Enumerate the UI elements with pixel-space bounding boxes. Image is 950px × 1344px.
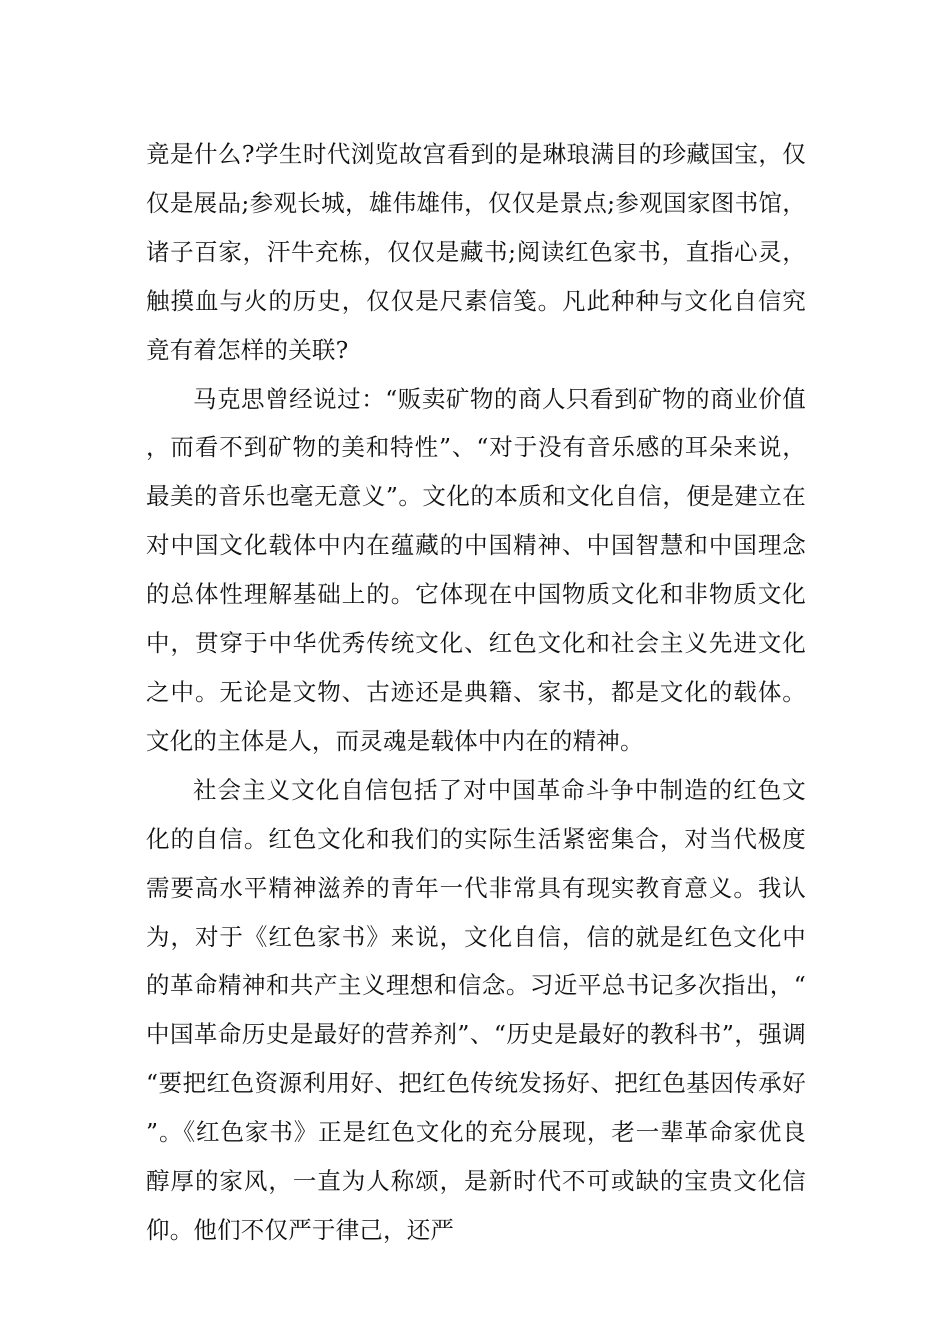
document-body: [146, 130, 806, 1255]
paragraph-2: 马克思曾经说过：“贩卖矿物的商人只看到矿物的商业价值，而看不到矿物的美和特性”、“对于没有音乐感的耳朵来说，最美的音乐也毫无意义”。文化的本质和文化自信，便是建立在对中国文化载体中内在蕴藏的中国精神、中国智慧和中国理念的总体性理解基础上的。它体现在中国物质文化和非物质文化中，贯穿于中华优秀传统文化、红色文化和社会主义先进文化之中。无论是文物、古迹还是典籍、家书，都是文化的载体。文化的主体是人，而灵魂是载体中内在的精神。: [146, 384, 806, 755]
paragraph-1: 竟是什么?学生时代浏览故宫看到的是琳琅满目的珍藏国宝，仅仅是展品;参观长城，雄伟雄伟，仅仅是景点;参观国家图书馆，诸子百家，汗牛充栋，仅仅是藏书;阅读红色家书，直指心灵，触摸血与火的历史，仅仅是尺素信笺。凡此种种与文化自信究竟有着怎样的关联?: [146, 140, 806, 364]
paragraph-3: 社会主义文化自信包括了对中国革命斗争中制造的红色文化的自信。红色文化和我们的实际生活紧密集合，对当代极度需要高水平精神滋养的青年一代非常具有现实教育意义。我认为，对于《红色家书》来说，文化自信，信的就是红色文化中的革命精神和共产主义理想和信念。习近平总书记多次指出，“中国革命历史是最好的营养剂”、“历史是最好的教科书”，强调“要把红色资源利用好、把红色传统发扬好、把红色基因传承好”。《红色家书》正是红色文化的充分展现，老一辈革命家优良醇厚的家风，一直为人称颂，是新时代不可或缺的宝贵文化信仰。他们不仅严于律己，还严: [146, 775, 806, 1244]
